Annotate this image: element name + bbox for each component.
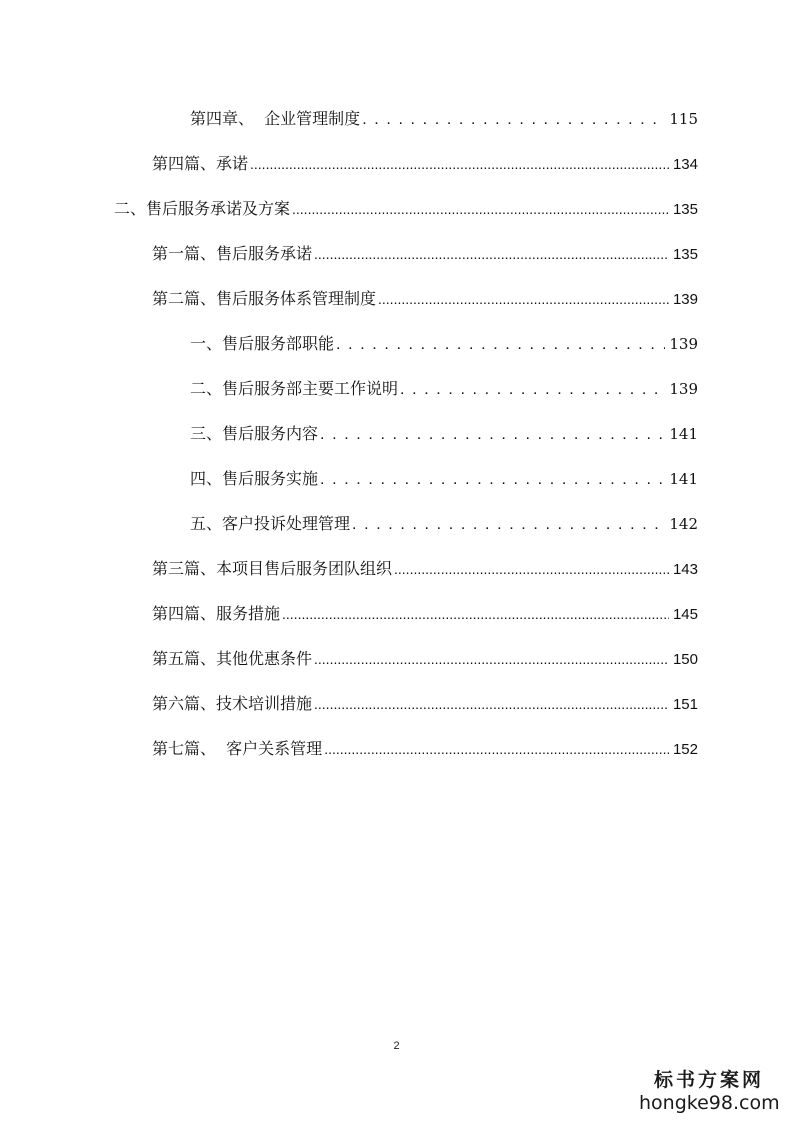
toc-entry-page: 135 [672,246,698,263]
watermark-logo [639,1068,779,1114]
toc-leader [320,424,665,446]
toc-entry-title: 第三篇、本项目售后服务团队组织 [152,559,393,578]
toc-entry-page: 139 [672,291,698,308]
watermark-name: 标书方案网 [653,1069,764,1091]
toc-entry[interactable] [190,468,698,490]
toc-leader [324,738,669,761]
toc-entry[interactable] [152,558,698,580]
toc-entry[interactable] [152,693,698,715]
toc-entry[interactable] [152,738,698,760]
toc-entry-title: 第一篇、售后服务承诺 [152,244,313,263]
toc-leader [378,288,669,311]
toc-entry-title: 五、客户投诉处理管理 [190,514,351,533]
toc-entry-title: 二、售后服务部主要工作说明 [190,379,399,398]
toc-entry-title: 第四篇、承诺 [152,154,249,173]
toc-entry[interactable] [114,198,698,220]
toc-leader [336,334,665,356]
toc-entry[interactable] [152,153,698,175]
toc-leader [250,153,669,176]
toc-entry[interactable] [190,108,698,130]
toc-entry[interactable] [190,513,698,535]
toc-entry[interactable] [190,333,698,355]
toc-entry-page: 150 [672,651,698,668]
toc-entry-page: 142 [669,515,698,533]
watermark-url: hongke98.com [639,1092,780,1114]
toc-entry-title: 二、售后服务承诺及方案 [114,199,291,218]
toc-leader [394,558,669,581]
toc-entry[interactable] [152,243,698,265]
toc-entry-page: 135 [672,201,698,218]
toc-entry[interactable] [152,288,698,310]
toc-leader [320,469,665,491]
toc-leader [352,514,665,536]
toc-entry-title: 第四篇、服务措施 [152,604,281,623]
toc-leader [314,648,669,671]
toc-leader [292,198,669,221]
toc-entry[interactable] [190,423,698,445]
toc-entry-page: 139 [669,380,698,398]
toc-entry-title: 第七篇、 客户关系管理 [152,739,323,758]
toc-entry-page: 151 [672,696,698,713]
toc-entry[interactable] [152,603,698,625]
toc-leader [362,109,665,131]
toc-leader [400,379,665,401]
toc-leader [314,243,669,266]
toc-entry-page: 139 [669,335,698,353]
toc-entry-title: 三、售后服务内容 [190,424,319,443]
toc-leader [282,603,669,626]
toc-entry-page: 115 [669,110,698,128]
toc-entry[interactable] [152,648,698,670]
toc-entry-title: 一、售后服务部职能 [190,334,335,353]
page-number: 2 [393,1040,400,1052]
toc-entry-title: 第四章、 企业管理制度 [190,109,361,128]
toc-entry[interactable] [190,378,698,400]
toc-entry-page: 145 [672,606,698,623]
toc-entry-page: 152 [672,741,698,758]
toc-entry-title: 第五篇、其他优惠条件 [152,649,313,668]
toc-entry-page: 141 [669,425,698,443]
toc-entry-page: 143 [672,561,698,578]
toc-leader [314,693,669,716]
toc-entry-title: 第二篇、售后服务体系管理制度 [152,289,377,308]
toc-entry-title: 四、售后服务实施 [190,469,319,488]
toc-entry-title: 第六篇、技术培训措施 [152,694,313,713]
toc-entry-page: 134 [672,156,698,173]
toc-entry-page: 141 [669,470,698,488]
